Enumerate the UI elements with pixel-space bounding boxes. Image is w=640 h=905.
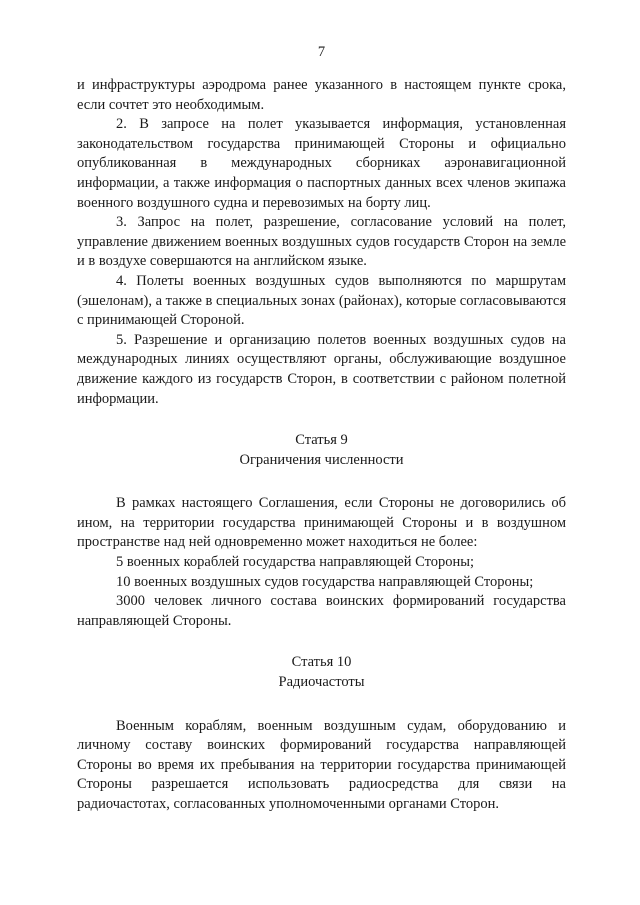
article-9-title: Ограничения численности (239, 451, 404, 468)
spacer (77, 693, 566, 717)
document-body (77, 76, 566, 815)
article-10-paragraph: Военным кораблям, военным воздушным судам, оборудованию и личному составу воинских формирований государства направляющей Стороны во время их пребывания на территории государства принимающей Стороны разрешается использовать радиосредства для связи на радиочастотах, согласованных уполномоченными органами Сторон. (77, 717, 566, 812)
paragraph-item-4: 4. Полеты военных воздушных судов выполняются по маршрутам (эшелонам), а также в специальных зонах (районах), которые согласовываются с принимающей Стороной. (77, 272, 566, 329)
document-page (77, 0, 566, 905)
article-9-paragraph: 3000 человек личного состава воинских формирований государства направляющей Стороны. (77, 593, 566, 629)
page-number: 7 (317, 44, 326, 60)
article-9-number: Статья 9 (295, 432, 348, 449)
paragraph-item-5: 5. Разрешение и организацию полетов военных воздушных судов на международных линиях осуществляют органы, обслуживающие воздушное движение каждого из государств Сторон, в соответствии с районом полетной информации. (77, 331, 566, 407)
article-9-paragraph: 10 военных воздушных судов государства направляющей Стороны; (116, 573, 534, 590)
spacer (77, 409, 566, 431)
paragraph-continuation: и инфраструктуры аэродрома ранее указанного в настоящем пункте срока, если сочтет это необходимым. (77, 77, 566, 113)
spacer (77, 631, 566, 653)
paragraph-item-3: 3. Запрос на полет, разрешение, согласование условий на полет, управление движением военных воздушных судов государств Сторон на земле и в воздухе совершаются на английском языке. (77, 214, 566, 270)
article-9-paragraph: 5 военных кораблей государства направляющей Стороны; (116, 554, 475, 571)
paragraph-item-2: 2. В запросе на полет указывается информация, установленная законодательством государства принимающей Стороны и официально опубликованная в международных сборниках аэронавигационной информации, а также информация о паспортных данных всех членов экипажа военного воздушного судна и перевозимых на борту лиц. (77, 116, 566, 211)
article-10-title: Радиочастоты (278, 674, 365, 691)
spacer (77, 470, 566, 494)
article-10-number: Статья 10 (291, 654, 352, 671)
article-9-paragraph: В рамках настоящего Соглашения, если Стороны не договорились об ином, на территории государства принимающей Стороны и в воздушном пространстве над ней одновременно может находиться не более: (77, 495, 566, 551)
